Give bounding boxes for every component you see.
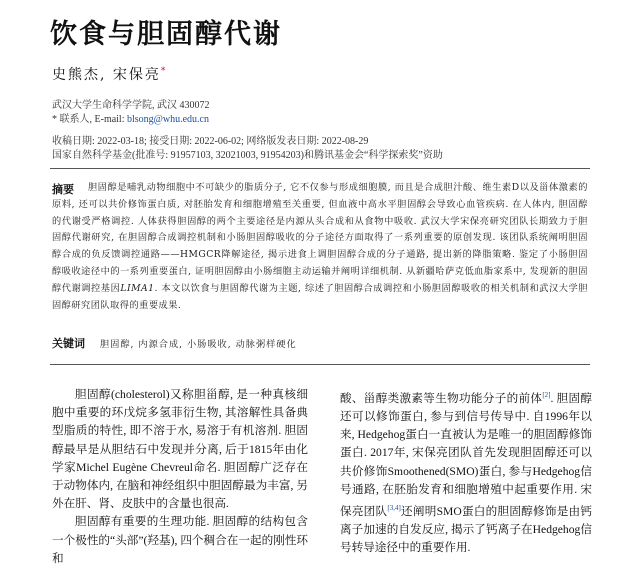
body-column-left (52, 386, 308, 568)
authors (52, 64, 165, 84)
reference-2[interactable]: [2] (542, 391, 551, 399)
divider-bottom (50, 364, 590, 365)
body-paragraph-2: 胆固醇有重要的生理功能. 胆固醇的结构包含一个极性的“头部”(羟基), 四个稠合在一起的刚性环和 (52, 515, 308, 565)
author-names: 史熊杰, 宋保亮 (52, 67, 161, 83)
affiliation: 武汉大学生命科学学院, 武汉 430072 (52, 100, 210, 111)
gene-name: LIMA1 (120, 282, 155, 294)
contact (52, 110, 209, 125)
body-paragraph-1: 胆固醇(cholesterol)又称胆甾醇, 是一种真核细胞中重要的环戊烷多氢菲衍生物, 其溶解性具备典型脂质的特性, 即不溶于水, 易溶于有机溶剂. 胆固醇最早是从胆结石中发现并分离, 后于1815年由化学家Michel Eugène Chevreul命名. 胆固醇广泛存在于动物体内, 在脑和神经组织中胆固醇最为丰富, 另外在肝、肾、皮肤中的含量也很高. (52, 388, 308, 511)
abstract-pre: 胆固醇是哺乳动物细胞中不可缺少的脂质分子, 它不仅参与形成细胞膜, 而且是合成胆汁酸、维生素D以及甾体激素的原料, 还可以共价修饰蛋白质, 对胚胎发育和细胞增殖至关重要, 但血液中高水平胆固醇会导致心血管疾病. 在人体内, 胆固醇的代谢受严格调控. 人体获得胆固醇的两个主要途径是内源从头合成和从食物中吸收. 武汉大学宋保亮研究团队长期致力于胆固醇代谢研究, 在胆固醇合成调控机制和小肠胆固醇吸收的分子途径方面取得了一系列重要的原创发现. 该团队系统阐明胆固醇合成的负反馈调控通路——HMGCR降解途径, 揭示进食上调胆固醇合成的分子通路, 提出新的降脂策略. 鉴定了小肠胆固醇吸收途径中的一系列重要蛋白, 证明胆固醇由小肠细胞主动运输并阐明详细机制. 从新疆哈萨克低血脂家系中, 发现新的胆固醇代谢调控基因 (52, 182, 588, 294)
contact-email[interactable]: blsong@whu.edu.cn (127, 114, 209, 125)
received-dates: 收稿日期: 2022-03-18; 接受日期: 2022-06-02; 网络版发表日期: 2022-08-29 (52, 136, 369, 147)
article-title: 饮食与胆固醇代谢 (50, 19, 282, 50)
body-column-right (340, 386, 592, 558)
keywords: 胆固醇, 内源合成, 小肠吸收, 动脉粥样硬化 (100, 339, 297, 350)
abstract-text (52, 180, 588, 314)
keywords-label: 关键词 (52, 337, 85, 350)
reference-3-4[interactable]: [3,4] (387, 504, 401, 513)
abstract-label: 摘要 (52, 183, 74, 196)
divider-top (50, 168, 590, 169)
abstract-post: . 本文以饮食与胆固醇代谢为主题, 综述了胆固醇合成调控和小肠胆固醇吸收的相关机制和武汉大学胆固醇研究团队取得的重要成果. (52, 282, 589, 311)
body-right-b: . 胆固醇还可以修饰蛋白, 参与到信号传导中. 自1996年以来, Hedgehog蛋白一直被认为是唯一的胆固醇修饰蛋白. 2017年, 宋保亮团队首先发现胆固醇还可以共价修饰Smoothened(SMO)蛋白, 参与Hedgehog信号通路, 在胚胎发育和细胞增殖中起重要作用. 宋保亮团队 (340, 391, 592, 518)
funding: 国家自然科学基金(批准号: 91957103, 32021003, 91954203)和腾讯基金会“科学探索奖”资助 (52, 150, 443, 161)
corresponding-mark: * (160, 66, 166, 77)
contact-prefix: * 联系人, E-mail: (52, 114, 127, 125)
body-right-a: 酸、甾醇类激素等生物功能分子的前体 (340, 391, 543, 405)
body-right-c: 还阐明SMO蛋白的胆固醇修饰是由钙离子加速的自发反应, 揭示了钙离子在Hedgehog信号转导途径中的重要作用. (340, 504, 592, 555)
